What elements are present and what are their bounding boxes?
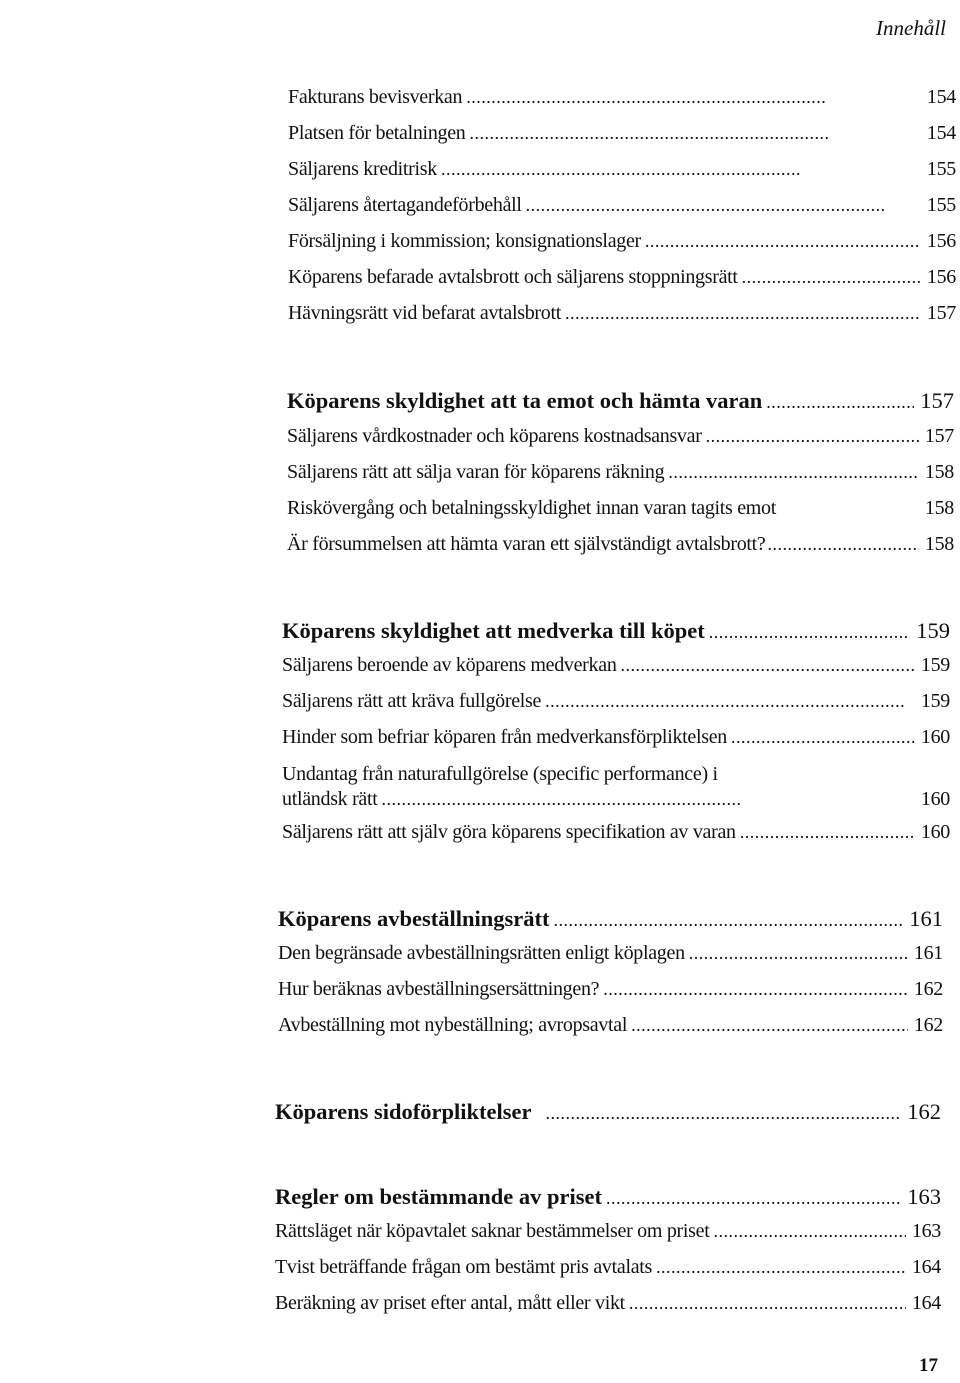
- toc-entry: [282, 762, 950, 812]
- toc-entry-title: Fakturans bevisverkan: [288, 86, 463, 108]
- toc-section-heading: [275, 1184, 941, 1210]
- page-number: 17: [919, 1355, 938, 1376]
- toc-section-heading: [287, 388, 954, 414]
- toc-entry-title: Säljarens kreditrisk: [288, 158, 437, 180]
- dot-leader: [629, 1293, 906, 1314]
- toc-entry-page: 160: [920, 788, 950, 810]
- toc-entry-page: 154: [926, 86, 956, 108]
- toc-entry-page: 163: [911, 1220, 941, 1242]
- dot-leader: [766, 392, 914, 413]
- toc-section-heading: [282, 618, 950, 644]
- toc-entry-title: Säljarens vårdkostnader och köparens kostnadsansvar: [287, 425, 702, 447]
- toc-entry-title: Köparens skyldighet att ta emot och hämta varan: [287, 388, 763, 413]
- toc-entry-title: Rättsläget när köpavtalet saknar bestämmelser om priset: [275, 1220, 710, 1242]
- toc-entry-page: 156: [926, 230, 956, 252]
- running-header: Innehåll: [876, 16, 946, 40]
- toc-entry-title: Köparens befarade avtalsbrott och säljarens stoppningsrätt: [288, 266, 738, 288]
- toc-entry: [278, 1014, 943, 1037]
- toc-entry-page: 155: [926, 158, 956, 180]
- toc-entry-title: Är försummelsen att hämta varan ett självständigt avtalsbrott?: [287, 533, 766, 555]
- toc-entry: [275, 1292, 941, 1315]
- toc-entry: [275, 1220, 941, 1243]
- toc-entry: [282, 821, 950, 844]
- dot-leader: [668, 462, 919, 483]
- toc-entry-page: 161: [909, 906, 943, 931]
- dot-leader: [526, 195, 921, 216]
- dot-leader: [606, 1188, 901, 1209]
- toc-entry: [287, 425, 954, 448]
- dot-leader: [466, 87, 921, 108]
- toc-entry-title: Köparens avbeställningsrätt: [278, 906, 550, 931]
- toc-entry-page: 157: [926, 302, 956, 324]
- dot-leader: [382, 787, 915, 812]
- toc-entry-title: Avbeställning mot nybeställning; avropsavtal: [278, 1014, 628, 1036]
- toc-entry: [282, 654, 950, 677]
- toc-entry-page: 159: [920, 690, 950, 712]
- dot-leader: [656, 1257, 906, 1278]
- toc-entry: [278, 978, 943, 1001]
- toc-entry-title: Säljarens beroende av köparens medverkan: [282, 654, 617, 676]
- toc-entry: [278, 942, 943, 965]
- toc-entry-page: 158: [924, 497, 954, 519]
- dot-leader: [565, 303, 921, 324]
- toc-entry-title: Köparens skyldighet att medverka till köpet: [282, 618, 705, 643]
- toc-entry-title: Säljarens rätt att själv göra köparens specifikation av varan: [282, 821, 736, 843]
- toc-entry-title: Platsen för betalningen: [288, 122, 466, 144]
- dot-leader: [689, 943, 908, 964]
- toc-entry-page: 154: [926, 122, 956, 144]
- toc-entry: [275, 1256, 941, 1279]
- dot-leader: [621, 655, 915, 676]
- toc-entry-title: Köparens sidoförpliktelser: [275, 1099, 532, 1124]
- toc-entry: [288, 230, 956, 253]
- toc-entry-page: 162: [913, 1014, 943, 1036]
- dot-leader: [631, 1015, 908, 1036]
- toc-entry: [288, 122, 956, 145]
- dot-leader: [645, 231, 921, 252]
- toc-entry-page: 155: [926, 194, 956, 216]
- dot-leader: [441, 159, 921, 180]
- toc-entry-title-line2: utländsk rätt: [282, 788, 378, 810]
- toc-entry: [288, 302, 956, 325]
- dot-leader: [706, 426, 919, 447]
- dot-leader: [545, 691, 915, 712]
- toc-entry-page: 163: [907, 1184, 941, 1209]
- toc-entry-title: Hinder som befriar köparen från medverkansförpliktelsen: [282, 726, 727, 748]
- dot-leader: [709, 622, 911, 643]
- toc-entry-title-line1: Undantag från naturafullgörelse (specific performance) i: [282, 763, 718, 785]
- toc-entry-page: 158: [924, 461, 954, 483]
- toc-entry-title: Försäljning i kommission; konsignationslager: [288, 230, 641, 252]
- toc-section-heading: [275, 1099, 941, 1125]
- toc-entry-page: 160: [920, 821, 950, 843]
- toc-entry-page: 164: [911, 1292, 941, 1314]
- toc-entry-title: Tvist beträffande frågan om bestämt pris avtalats: [275, 1256, 653, 1278]
- toc-entry-title: Säljarens rätt att sälja varan för köparens räkning: [287, 461, 665, 483]
- toc-entry-title: Hävningsrätt vid befarat avtalsbrott: [288, 302, 561, 324]
- toc-entry-title: Riskövergång och betalningsskyldighet innan varan tagits emot: [287, 497, 777, 519]
- toc-entry: [282, 690, 950, 713]
- toc-entry-page: 158: [924, 533, 954, 555]
- dot-leader: [742, 267, 921, 288]
- toc-entry: [287, 533, 954, 556]
- toc-entry: [282, 726, 950, 749]
- dot-leader: [470, 123, 921, 144]
- toc-entry-page: 159: [920, 654, 950, 676]
- toc-entry-page: 164: [911, 1256, 941, 1278]
- dot-leader: [603, 979, 908, 1000]
- toc-entry-page: 162: [913, 978, 943, 1000]
- toc-entry-page: 160: [920, 726, 950, 748]
- toc-entry-title: Den begränsade avbeställningsrätten enligt köplagen: [278, 942, 685, 964]
- dot-leader: [553, 910, 903, 931]
- toc-entry-title: Säljarens återtagandeförbehåll: [288, 194, 522, 216]
- toc-entry-page: 162: [907, 1099, 941, 1124]
- toc-entry: [287, 497, 954, 520]
- toc-entry-page: 157: [924, 425, 954, 447]
- toc-entry-title: Hur beräknas avbeställningsersättningen?: [278, 978, 600, 1000]
- toc-entry: [287, 461, 954, 484]
- toc-entry-page: 161: [913, 942, 943, 964]
- toc-entry-title: Regler om bestämmande av priset: [275, 1184, 603, 1209]
- dot-leader: [545, 1103, 901, 1124]
- toc-section-heading: [278, 906, 943, 932]
- toc-entry-page: 156: [926, 266, 956, 288]
- toc-entry-page: 159: [916, 618, 950, 643]
- dot-leader: [740, 822, 915, 843]
- toc-entry: [288, 86, 956, 109]
- toc-entry-title: Beräkning av priset efter antal, mått eller vikt: [275, 1292, 625, 1314]
- dot-leader: [713, 1221, 905, 1242]
- toc-entry-title: Säljarens rätt att kräva fullgörelse: [282, 690, 542, 712]
- toc-entry: [288, 158, 956, 181]
- dot-leader: [767, 534, 918, 555]
- toc-entry-page: 157: [920, 388, 954, 413]
- dot-leader: [731, 727, 915, 748]
- toc-entry: [288, 266, 956, 289]
- toc-entry: [288, 194, 956, 217]
